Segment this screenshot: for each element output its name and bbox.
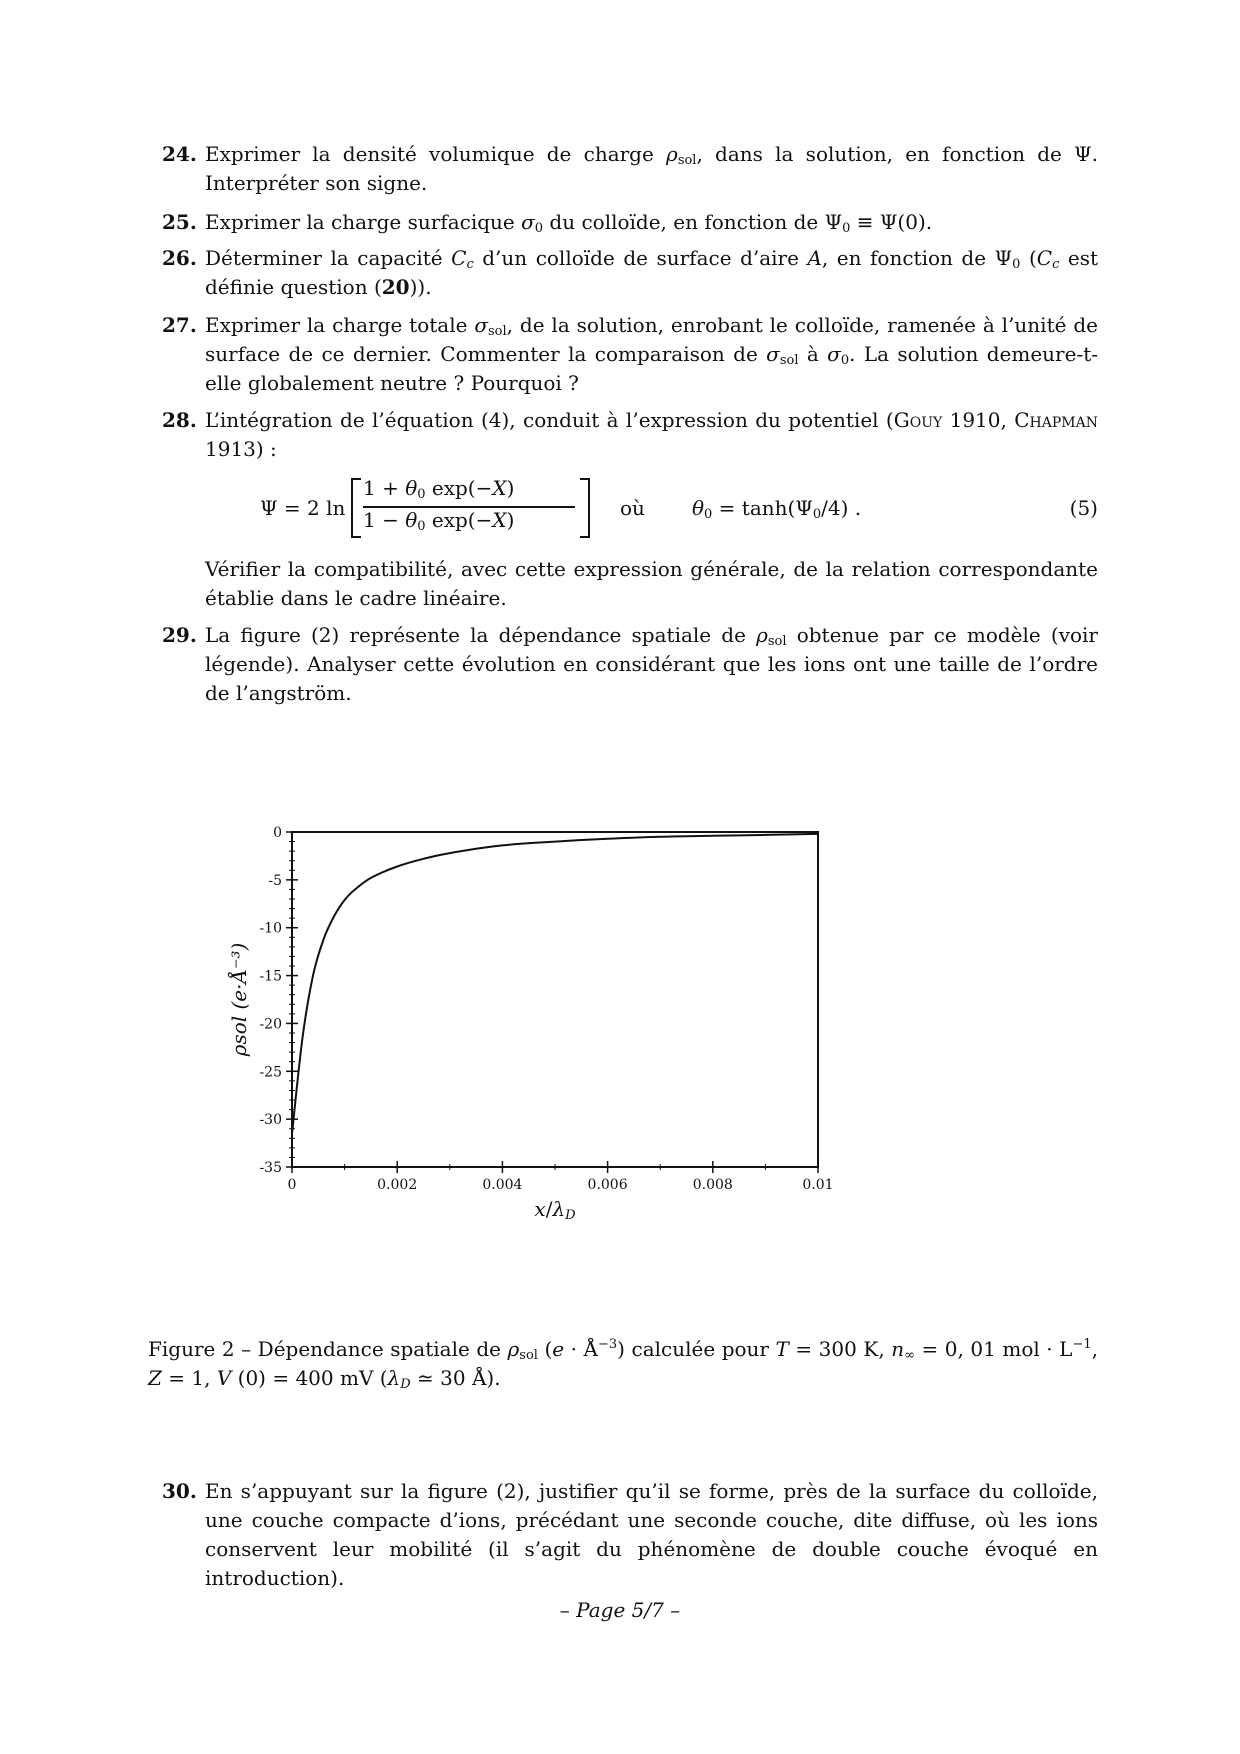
x-tick-label: 0.008 — [692, 1177, 733, 1193]
question-24 — [162, 140, 1098, 198]
question-text: L’intégration de l’équation (4), conduit à l’expression du potentiel (Gouy 1910, Chapman 1913) : — [205, 408, 1098, 461]
question-27 — [162, 311, 1098, 398]
question-number: 30. — [162, 1479, 197, 1503]
question-text: En s’appuyant sur la figure (2), justifier qu’il se forme, près de la surface du colloïde, une couche compacte d’ions, précédant une seconde couche, dite diffuse, où les ions conservent leur mobilité (il s’agit du phénomène de double couche évoqué en introduction). — [205, 1479, 1098, 1590]
equation-5 — [205, 474, 1098, 544]
figure-caption: Figure 2 – Dépendance spatiale de $\rho_{sol}$ $(e \cdot Å^{-3})$ calculée pour T = 300 K, $n_\infty = 0$, 01 mol · $L^{-1}$, Z = 1, V (0) = 400 mV ($\lambda_D$ ≃ 30 Å). — [148, 1337, 1098, 1392]
question-30 — [162, 1477, 1098, 1593]
x-axis-label: $x/\lambda_D$ — [534, 1197, 576, 1223]
question-text: Exprimer la charge surfacique $\sigma_0$ du colloïde, en fonction de $\Psi_0 \equiv \Psi(0)$. — [205, 210, 933, 236]
question-26 — [162, 244, 1098, 302]
x-tick-label: 0.004 — [482, 1177, 523, 1193]
y-tick-label: 0 — [273, 825, 282, 841]
x-tick-label: 0.006 — [587, 1177, 628, 1193]
question-28-continued — [162, 555, 1098, 613]
equation-connector: où — [620, 496, 645, 520]
theta-definition: $\theta_0 = \tanh(\Psi_0/4)$ . — [692, 496, 862, 522]
question-number: 26. — [162, 246, 197, 270]
fraction-numerator: $1 + \theta_0$ exp(−X) — [363, 476, 515, 502]
x-tick-label: 0 — [287, 1177, 297, 1193]
y-tick-label: -25 — [259, 1064, 282, 1081]
rho-sol-curve — [292, 834, 818, 1134]
right-bracket — [580, 478, 590, 538]
question-text: Vérifier la compatibilité, avec cette expression générale, de la relation correspondante établie dans le cadre linéaire. — [205, 557, 1098, 610]
y-tick-label: -5 — [268, 872, 282, 889]
question-number: 29. — [162, 623, 197, 647]
question-text: Exprimer la densité volumique de charge $\rho_{sol}$, dans la solution, en fonction de Ψ. Interpréter son signe. — [205, 142, 1098, 195]
fraction-denominator: $1 - \theta_0$ exp(−X) — [363, 508, 515, 534]
equation-number: (5) — [1069, 496, 1098, 520]
y-tick-label: -10 — [259, 920, 282, 937]
page-footer: – Page 5/7 – — [559, 1598, 681, 1622]
x-tick-label: 0.002 — [377, 1177, 418, 1193]
y-tick-label: -35 — [259, 1160, 282, 1176]
question-text: Exprimer la charge totale $\sigma_{sol}$, de la solution, enrobant le colloïde, ramenée à l’unité de surface de ce dernier. Commenter la comparaison de $\sigma_{sol}$ à $\sigma_0$. La solution demeure-t-elle globalement neutre ? Pourquoi ? — [205, 313, 1099, 395]
question-number: 24. — [162, 142, 197, 166]
figure-2-chart — [227, 770, 960, 1310]
equation-lhs: Ψ = 2 ln — [260, 496, 346, 520]
y-tick-label: -15 — [259, 968, 282, 985]
question-number: 25. — [162, 210, 197, 234]
question-text: La figure (2) représente la dépendance spatiale de $\rho_{sol}$ obtenue par ce modèle (voir légende). Analyser cette évolution en considérant que les ions ont une taille de l’ordre de l’angström. — [205, 623, 1098, 705]
question-28 — [162, 406, 1098, 464]
y-axis-label: ρsol (e·Å⁻³) — [227, 942, 251, 1057]
question-text: Déterminer la capacité $C_c$ d’un colloïde de surface d’aire A, en fonction de $\Psi_0$ ($C_c$ est définie question (20)). — [205, 246, 1098, 299]
left-bracket — [351, 478, 361, 538]
x-tick-label: 0.01 — [802, 1177, 834, 1193]
y-tick-label: -20 — [259, 1016, 282, 1033]
question-29 — [162, 621, 1098, 708]
question-number: 28. — [162, 408, 197, 432]
plot-frame — [292, 832, 818, 1167]
question-number: 27. — [162, 313, 197, 337]
y-tick-label: -30 — [259, 1112, 282, 1129]
question-25 — [162, 208, 1098, 237]
